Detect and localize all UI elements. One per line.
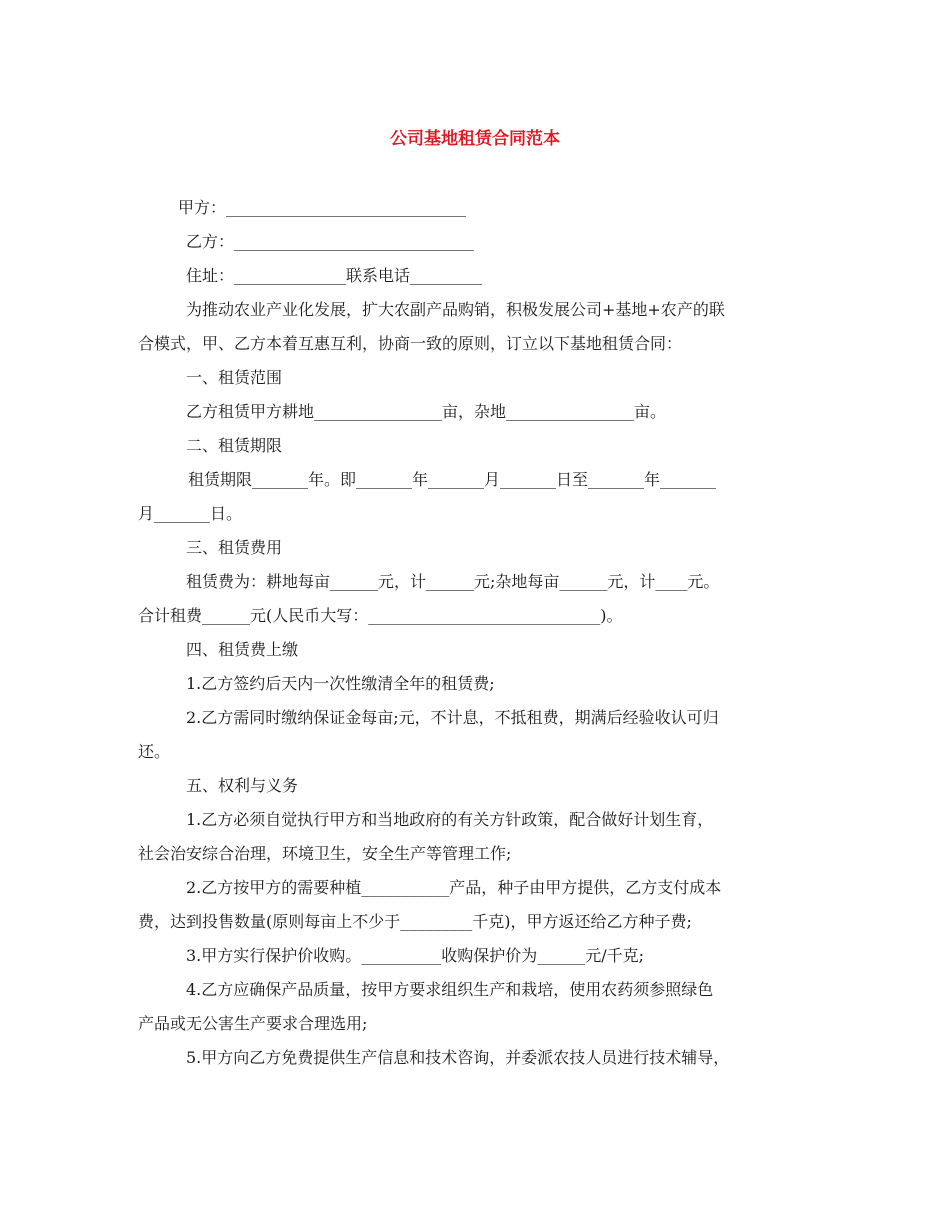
party-b-line: 乙方：______________________________ xyxy=(186,232,475,251)
paragraph-line: 还。 xyxy=(138,742,171,761)
party-a-line: 甲方：______________________________ xyxy=(178,198,467,217)
section-heading: 一、租赁范围 xyxy=(186,368,283,387)
list-item: 4.乙方应确保产品质量，按甲方要求组织生产和栽培，使用农药须参照绿色 xyxy=(186,980,714,999)
section-heading: 二、租赁期限 xyxy=(186,436,283,455)
list-item: 5.甲方向乙方免费提供生产信息和技术咨询，并委派农技人员进行技术辅导， xyxy=(186,1048,730,1067)
document-title: 公司基地租赁合同范本 xyxy=(390,129,560,149)
paragraph-line: 费，达到投售数量(原则每亩上不少于_________千克)，甲方返还给乙方种子费; xyxy=(138,912,692,931)
list-item: 2.乙方需同时缴纳保证金每亩;元，不计息，不抵租费，期满后经验收认可归 xyxy=(186,708,719,727)
paragraph-line: 租赁期限_______年。即_______年_______月_______日至_______年_______ xyxy=(188,470,717,489)
paragraph-line: 合模式，甲、乙方本着互惠互利，协商一致的原则，订立以下基地租赁合同： xyxy=(138,334,683,353)
paragraph-line: 合计租费______元(人民币大写：_____________________________)。 xyxy=(138,606,623,625)
paragraph-line: 产品或无公害生产要求合理选用; xyxy=(138,1014,368,1033)
paragraph-line: 乙方租赁甲方耕地________________亩，杂地________________亩。 xyxy=(186,402,667,421)
paragraph-line: 租赁费为：耕地每亩______元，计______元;杂地每亩______元，计____元。 xyxy=(186,572,720,591)
list-item: 1.乙方签约后天内一次性缴清全年的租赁费; xyxy=(186,674,495,693)
paragraph-line: 月_______日。 xyxy=(138,504,243,523)
section-heading: 五、权利与义务 xyxy=(186,776,299,795)
list-item: 2.乙方按甲方的需要种植___________产品，种子由甲方提供，乙方支付成本 xyxy=(186,878,722,897)
list-item: 3.甲方实行保护价收购。__________收购保护价为______元/千克; xyxy=(186,946,645,965)
address-line: 住址：______________联系电话_________ xyxy=(186,266,483,285)
list-item: 1.乙方必须自觉执行甲方和当地政府的有关方针政策，配合做好计划生育， xyxy=(186,810,714,829)
paragraph-line: 社会治安综合治理，环境卫生，安全生产等管理工作; xyxy=(138,844,512,863)
section-heading: 四、租赁费上缴 xyxy=(186,640,299,659)
section-heading: 三、租赁费用 xyxy=(186,538,283,557)
paragraph-line: 为推动农业产业化发展，扩大农副产品购销，积极发展公司+基地+农产的联 xyxy=(186,300,725,319)
